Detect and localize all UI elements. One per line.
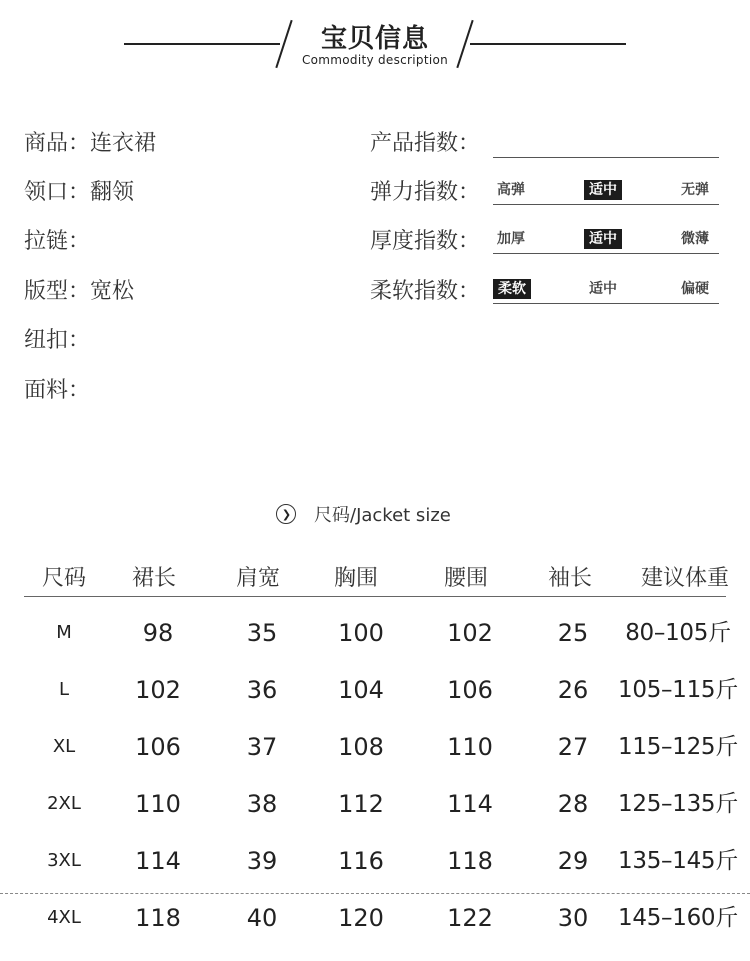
index-scale-elasticity	[493, 178, 719, 205]
column-header: 尺码	[41, 566, 86, 591]
index-scale-softness	[493, 277, 719, 304]
table-cell: 135–145斤	[618, 848, 738, 874]
table-cell: 26	[557, 676, 589, 704]
table-cell: M	[56, 622, 72, 643]
index-option: 微薄	[681, 231, 709, 247]
column-header: 腰围	[443, 566, 488, 591]
table-cell: 120	[338, 904, 384, 932]
table-cell: 29	[557, 847, 589, 875]
info-item-collar	[24, 178, 134, 208]
size-heading-text: 尺码/Jacket size	[314, 505, 451, 526]
table-cell: 100	[338, 619, 384, 647]
table-cell: 112	[338, 790, 384, 818]
info-label: 版型 ：	[24, 279, 90, 304]
table-cell: XL	[52, 736, 76, 757]
dashed-divider	[0, 893, 750, 894]
info-item-button	[24, 326, 90, 356]
info-label: 面料 ：	[24, 378, 90, 403]
table-cell: 106	[135, 733, 181, 761]
table-row	[0, 844, 750, 878]
table-cell: 80–105斤	[625, 620, 731, 646]
index-label-text: 产品指数 ：	[370, 131, 480, 156]
table-cell: 104	[338, 676, 384, 704]
table-cell: 27	[557, 733, 589, 761]
table-cell: 116	[338, 847, 384, 875]
table-header-divider	[24, 596, 726, 597]
table-cell: 36	[246, 676, 278, 704]
table-cell: 110	[135, 790, 181, 818]
table-cell: 28	[557, 790, 589, 818]
chevron-right-circle-icon: ❯	[276, 504, 296, 524]
table-row	[0, 616, 750, 650]
table-cell: 108	[338, 733, 384, 761]
table-cell: 39	[246, 847, 278, 875]
table-cell: 35	[246, 619, 278, 647]
index-option-selected: 柔软	[493, 279, 531, 299]
index-label-softness	[370, 277, 480, 307]
table-cell: 4XL	[47, 907, 81, 928]
info-item-zipper	[24, 227, 90, 257]
column-header: 建议体重	[640, 566, 729, 591]
info-label: 商品 ：	[24, 131, 90, 156]
table-cell: 106	[447, 676, 493, 704]
table-row	[0, 673, 750, 707]
table-cell: 2XL	[47, 793, 81, 814]
table-cell: 102	[135, 676, 181, 704]
table-cell: 38	[246, 790, 278, 818]
info-label: 领口 ：	[24, 180, 90, 205]
table-cell: 122	[447, 904, 493, 932]
table-cell: 40	[246, 904, 278, 932]
info-item-fit	[24, 277, 134, 307]
index-label-text: 柔软指数 ：	[370, 279, 480, 304]
index-scale-product	[493, 131, 719, 158]
page-title: 宝贝信息	[320, 24, 429, 54]
table-cell: 102	[447, 619, 493, 647]
index-option: 偏硬	[681, 281, 709, 297]
table-cell: 115–125斤	[618, 734, 738, 760]
info-value: 宽松	[90, 279, 135, 304]
table-cell: 114	[447, 790, 493, 818]
index-label-elasticity	[370, 178, 480, 208]
table-cell: 37	[246, 733, 278, 761]
index-label-text: 厚度指数 ：	[370, 229, 480, 254]
table-cell: L	[58, 679, 70, 700]
table-cell: 25	[557, 619, 589, 647]
size-table-header	[0, 563, 750, 595]
table-row	[0, 787, 750, 821]
info-item-product	[24, 129, 156, 159]
column-header: 袖长	[547, 566, 592, 591]
index-option: 适中	[589, 281, 617, 297]
table-cell: 110	[447, 733, 493, 761]
table-cell: 145–160斤	[618, 905, 738, 931]
table-cell: 118	[447, 847, 493, 875]
index-option-selected: 适中	[584, 180, 622, 200]
table-cell: 30	[557, 904, 589, 932]
info-item-fabric	[24, 376, 90, 406]
page-subtitle: Commodity description	[301, 53, 449, 67]
index-option: 无弹	[681, 182, 709, 198]
index-scale-thickness	[493, 227, 719, 254]
index-option: 加厚	[497, 231, 525, 247]
index-label-text: 弹力指数 ：	[370, 180, 480, 205]
table-cell: 105–115斤	[618, 677, 738, 703]
index-label-thickness	[370, 227, 480, 257]
table-cell: 125–135斤	[618, 791, 738, 817]
table-row	[0, 901, 750, 935]
info-value: 翻领	[90, 180, 135, 205]
table-row	[0, 730, 750, 764]
info-label: 拉链 ：	[24, 229, 90, 254]
column-header: 裙长	[131, 566, 176, 591]
info-label: 纽扣 ：	[24, 328, 90, 353]
table-cell: 114	[135, 847, 181, 875]
size-section-heading	[276, 500, 451, 528]
index-label-product	[370, 129, 480, 159]
index-option-selected: 适中	[584, 229, 622, 249]
index-option: 高弹	[497, 182, 525, 198]
column-header: 肩宽	[235, 566, 280, 591]
table-cell: 118	[135, 904, 181, 932]
column-header: 胸围	[333, 566, 378, 591]
table-cell: 98	[142, 619, 174, 647]
info-value: 连衣裙	[90, 131, 157, 156]
table-cell: 3XL	[47, 850, 81, 871]
